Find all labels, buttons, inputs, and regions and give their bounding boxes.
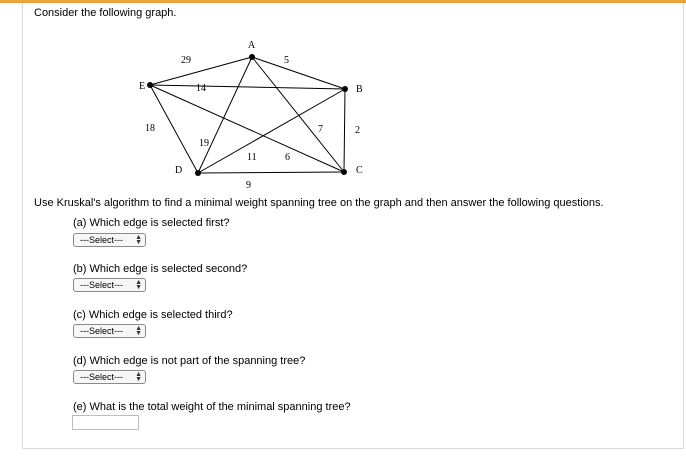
vertex-label-C: C [356, 165, 363, 176]
weight-label-D-C: 9 [246, 180, 251, 191]
edge-E-A [150, 57, 252, 85]
edge-E-B [150, 85, 345, 89]
weight-label-A-B: 5 [284, 55, 289, 66]
vertex-label-E: E [139, 81, 146, 92]
edge-E-D [150, 85, 198, 173]
weight-label-E-A: 29 [181, 55, 191, 66]
weight-label-E-D: 18 [145, 123, 155, 134]
up-down-chevron-icon: ▲ ▼ [135, 279, 142, 291]
weight-label-A-C: 6 [285, 152, 290, 163]
question-d-label: (d) Which edge is not part of the spanning tree? [73, 355, 306, 367]
question-b-select-value: ---Select--- [80, 280, 123, 290]
weight-label-A-D: 19 [199, 138, 209, 149]
weight-label-E-B: 14 [196, 83, 206, 94]
vertex-E [147, 82, 153, 88]
question-b-select[interactable] [73, 278, 146, 292]
question-e-label: (e) What is the total weight of the minimal spanning tree? [73, 401, 351, 413]
question-a-label: (a) Which edge is selected first? [73, 217, 230, 229]
graph-figure [0, 0, 686, 200]
vertex-B [342, 86, 348, 92]
question-a-select-value: ---Select--- [80, 235, 123, 245]
weight-label-E-C: 11 [247, 152, 257, 163]
question-c-select-value: ---Select--- [80, 326, 123, 336]
total-weight-input[interactable] [72, 415, 139, 430]
weight-label-D-B: 7 [318, 124, 323, 135]
vertex-label-B: B [356, 84, 363, 95]
weight-label-B-C: 2 [355, 125, 360, 136]
question-d-select[interactable] [73, 370, 146, 384]
question-a-select[interactable] [73, 233, 146, 247]
edge-A-D [198, 57, 252, 173]
question-b-label: (b) Which edge is selected second? [73, 263, 248, 275]
intro-text: Consider the following graph. [34, 7, 177, 19]
up-down-chevron-icon: ▲ ▼ [135, 371, 142, 383]
edge-A-C [252, 57, 344, 172]
vertex-label-A: A [248, 40, 256, 51]
vertex-C [341, 169, 347, 175]
question-c-select[interactable] [73, 324, 146, 338]
vertex-D [195, 170, 201, 176]
vertex-label-D: D [175, 165, 183, 176]
edge-D-C [198, 172, 344, 173]
edge-A-B [252, 57, 345, 89]
instruction-text: Use Kruskal's algorithm to find a minimal weight spanning tree on the graph and then answer the following questions. [34, 197, 604, 209]
vertex-A [249, 54, 255, 60]
question-c-label: (c) Which edge is selected third? [73, 309, 233, 321]
question-d-select-value: ---Select--- [80, 372, 123, 382]
up-down-chevron-icon: ▲ ▼ [135, 234, 142, 246]
edge-B-C [344, 89, 345, 172]
up-down-chevron-icon: ▲ ▼ [135, 325, 142, 337]
